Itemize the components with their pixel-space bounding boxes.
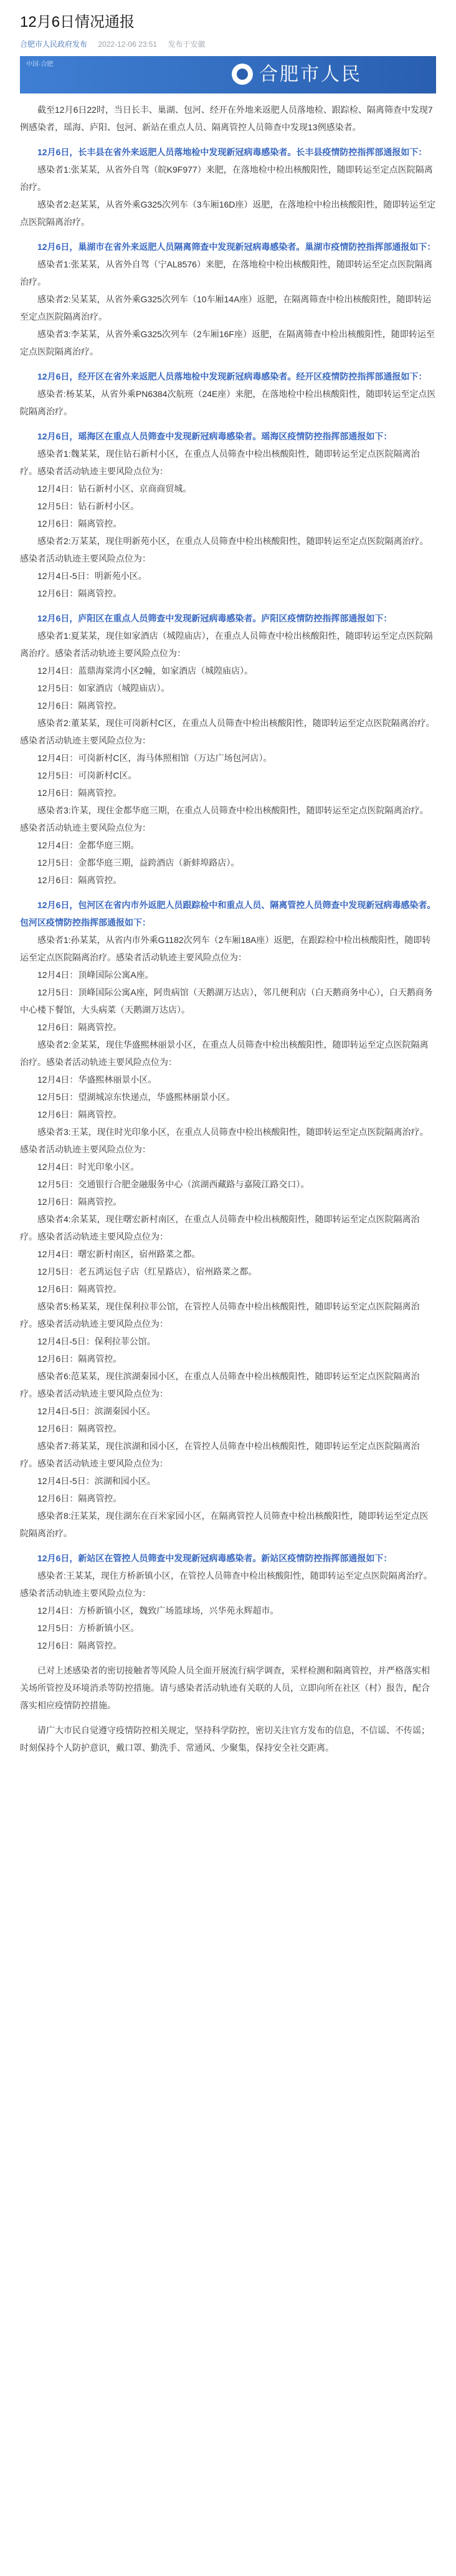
case-paragraph: 感染者2:赵某某，从省外乘G325次列车（3车厢16D座）返肥，在落地检中检出核酸阳性，随即转运至定点医院隔离治疗。 [20,199,436,227]
trajectory-line: 12月4日：钻石新村小区、京商商贸城。 [37,484,192,494]
trajectory-line: 12月5日：金都华庭三期，益跨酒店（新蚌埠路店）。 [37,858,240,868]
publish-location: 发布于安徽 [168,40,206,49]
case-paragraph: 感染者:杨某某，从省外乘PN6384次航班（24E座）来肥，在落地检中检出核酸阳性，随即转运至定点医院隔离治疗。 [20,389,436,416]
banner-title: 合肥市人民 [259,64,362,85]
trajectory-line: 12月4日：曙宏新村南区，宿州路菜之都。 [37,1249,201,1259]
spacer [20,889,436,896]
section-heading: 12月6日，庐阳区在重点人员筛查中发现新冠病毒感染者。庐阳区疫情防控指挥部通报如下： [37,613,392,623]
case-paragraph: 感染者3:李某某，从省外乘G325次列车（2车厢16F座）返肥，在隔离筛查中检出核酸阳性，随即转运至定点医院隔离治疗。 [20,329,435,357]
header-banner [20,56,436,93]
article-body [20,101,436,1756]
spacer [20,420,436,428]
spacer [20,602,436,610]
trajectory-line: 12月4日：华盛熙林丽景小区。 [37,1075,157,1085]
trajectory-line: 12月6日：隔离管控。 [37,1424,122,1434]
trajectory-line: 12月4日-5日：保利拉菲公馆。 [37,1336,156,1346]
case-paragraph: 感染者2:万某某，现住明新苑小区，在重点人员筛查中检出核酸阳性，随即转运至定点医院隔离治疗。感染者活动轨迹主要风险点位为： [20,536,429,563]
article-meta [20,39,436,50]
trajectory-line: 12月6日：隔离管控。 [37,1493,122,1503]
case-paragraph: 感染者1:张某某，从省外自驾（宁AL8576）来肥，在落地检中检出核酸阳性，随即转运至定点医院隔离治疗。 [20,259,432,287]
case-paragraph: 感染者3:许某，现住金都华庭三期，在重点人员筛查中检出核酸阳性，随即转运至定点医院隔离治疗。感染者活动轨迹主要风险点位为： [20,805,429,833]
case-paragraph: 感染者1:孙某某，从省内市外乘G1182次列车（2车厢18A座）返肥，在跟踪检中检出核酸阳性，随即转运至定点医院隔离治疗。感染者活动轨迹主要风险点位为： [20,935,431,962]
trajectory-line: 12月4日-5日：滨湖秦园小区。 [37,1406,156,1416]
spacer [20,136,436,143]
case-paragraph: 感染者3:王某，现住时光印象小区，在重点人员筛查中检出核酸阳性，随即转运至定点医院隔离治疗。感染者活动轨迹主要风险点位为： [20,1127,429,1154]
section-heading: 12月6日，长丰县在省外来返肥人员落地检中发现新冠病毒感染者。长丰县疫情防控指挥部通报如下： [37,147,427,157]
trajectory-line: 12月4日：时光印象小区。 [37,1162,140,1172]
trajectory-line: 12月5日：交通银行合肥金融服务中心（滨湖西藏路与嘉陵江路交口）。 [37,1179,310,1189]
trajectory-line: 12月6日：隔离管控。 [37,1109,122,1119]
source-link[interactable]: 合肥市人民政府发布 [20,40,88,49]
section-heading: 12月6日，巢湖市在省外来返肥人员隔离筛查中发现新冠病毒感染者。巢湖市疫情防控指挥部通报如下： [37,242,436,252]
closing-paragraph: 已对上述感染者的密切接触者等风险人员全面开展流行病学调查，采样检测和隔离管控，并严格落实相关场所管控及环境消杀等防控措施。请与感染者活动轨迹有关联的人员，立即向所在社区（村）报告，配合落实相应疫情防控措施。 [20,1665,430,1710]
trajectory-line: 12月4日：蓝鼎海棠湾小区2幢，如家酒店（城隍庙店）。 [37,666,254,676]
trajectory-line: 12月4日：金都华庭三期。 [37,840,140,850]
trajectory-line: 12月6日：隔离管控。 [37,1022,122,1032]
trajectory-line: 12月6日：隔离管控。 [37,788,122,798]
trajectory-line: 12月6日：隔离管控。 [37,588,122,598]
trajectory-line: 12月5日：可岗新村C区。 [37,770,137,780]
trajectory-line: 12月6日：隔离管控。 [37,519,122,529]
trajectory-line: 12月6日：隔离管控。 [37,875,122,885]
case-paragraph: 感染者8:汪某某，现住湖东在百米家园小区，在隔离管控人员筛查中检出核酸阳性，随即转运至定点医院隔离治疗。 [20,1511,429,1538]
case-paragraph: 感染者7:蒋某某，现住滨湖和园小区，在管控人员筛查中检出核酸阳性，随即转运至定点医院隔离治疗。感染者活动轨迹主要风险点位为： [20,1441,420,1468]
trajectory-line: 12月4日-5日：明新苑小区。 [37,571,147,581]
spacer [20,231,436,238]
trajectory-line: 12月5日：方桥新镇小区。 [37,1623,140,1633]
spacer [20,1714,436,1721]
case-paragraph: 感染者4:余某某，现住曙宏新村南区，在重点人员筛查中检出核酸阳性，随即转运至定点医院隔离治疗。感染者活动轨迹主要风险点位为： [20,1214,420,1242]
case-paragraph: 感染者1:夏某某，现住如家酒店（城隍庙店），在重点人员筛查中检出核酸阳性，随即转运至定点医院隔离治疗。感染者活动轨迹主要风险点位为： [20,631,433,658]
trajectory-line: 12月4日：顶峰国际公寓A座。 [37,970,154,980]
trajectory-line: 12月4日：方桥新镇小区，魏致广场篮球场，兴华苑永辉超市。 [37,1606,279,1616]
case-paragraph: 感染者5:杨某某，现住保利拉菲公馆，在管控人员筛查中检出核酸阳性，随即转运至定点医院隔离治疗。感染者活动轨迹主要风险点位为： [20,1301,420,1329]
trajectory-line: 12月5日：老五鸿运包子店（红星路店），宿州路菜之都。 [37,1266,257,1276]
section-heading: 12月6日，包河区在省内市外返肥人员跟踪检中和重点人员、隔离管控人员筛查中发现新冠病毒感染者。包河区疫情防控指挥部通报如下： [20,900,436,927]
section-heading: 12月6日，瑶海区在重点人员筛查中发现新冠病毒感染者。瑶海区疫情防控指挥部通报如下： [37,431,392,441]
trajectory-line: 12月5日：望湖城凉东快递点，华盛熙林丽景小区。 [37,1092,235,1102]
case-paragraph: 感染者1:魏某某，现住钻石新村小区，在重点人员筛查中检出核酸阳性，随即转运至定点医院隔离治疗。感染者活动轨迹主要风险点位为： [20,449,420,476]
case-paragraph: 感染者2:吴某某，从省外乘G325次列车（10车厢14A座）返肥，在隔离筛查中检出核酸阳性，随即转运至定点医院隔离治疗。 [20,294,432,322]
trajectory-line: 12月4日：可岗新村C区，海马体照相馆（万达广场包河店）。 [37,753,272,763]
trajectory-line: 12月4日-5日：滨湖和园小区。 [37,1476,156,1486]
intro-paragraph: 截至12月6日22时，当日长丰、巢湖、包河、经开在外地来返肥人员落地检、跟踪检、隔离筛查中发现7例感染者，瑶海、庐阳、包河、新站在重点人员、隔离管控人员筛查中发现13例感染者。 [20,105,433,132]
trajectory-line: 12月6日：隔离管控。 [37,1354,122,1364]
publish-time: 2022-12-06 23:51 [98,40,158,49]
case-paragraph: 感染者1:张某某，从省外自驾（皖K9F977）来肥，在落地检中检出核酸阳性，随即转运至定点医院隔离治疗。 [20,165,433,192]
page-title: 12月6日情况通报 [20,14,135,31]
case-paragraph: 感染者2:金某某，现住华盛熙林丽景小区，在重点人员筛查中检出核酸阳性，随即转运至定点医院隔离治疗。感染者活动轨迹主要风险点位为： [20,1040,429,1067]
city-emblem-icon [232,64,253,85]
trajectory-line: 12月5日：如家酒店（城隍庙店）。 [37,683,170,693]
spacer [20,1542,436,1549]
case-paragraph: 感染者:王某某，现住方桥新镇小区，在管控人员筛查中检出核酸阳性，随即转运至定点医院隔离治疗。感染者活动轨迹主要风险点位为： [20,1571,432,1598]
section-heading: 12月6日，经开区在省外来返肥人员落地检中发现新冠病毒感染者。经开区疫情防控指挥部通报如下： [37,371,427,381]
trajectory-line: 12月5日：钻石新村小区。 [37,501,140,511]
trajectory-line: 12月6日：隔离管控。 [37,1197,122,1207]
case-paragraph: 感染者2:董某某，现住可岗新村C区，在重点人员筛查中检出核酸阳性，随即转运至定点医院隔离治疗。感染者活动轨迹主要风险点位为： [20,718,435,745]
closing-paragraph: 请广大市民自觉遵守疫情防控相关规定，坚持科学防控，密切关注官方发布的信息，不信谣、不传谣；时刻保持个人防护意识，戴口罩、勤洗手、常通风、少聚集，保持安全社交距离。 [20,1725,430,1753]
banner-watermark: 中国·合肥 [26,61,54,68]
spacer [20,360,436,368]
section-heading: 12月6日，新站区在管控人员筛查中发现新冠病毒感染者。新站区疫情防控指挥部通报如下： [37,1553,392,1563]
trajectory-line: 12月6日：隔离管控。 [37,1284,122,1294]
case-paragraph: 感染者6:范某某，现住滨湖秦园小区，在重点人员筛查中检出核酸阳性，随即转运至定点医院隔离治疗。感染者活动轨迹主要风险点位为： [20,1371,420,1399]
spacer [20,1654,436,1662]
trajectory-line: 12月5日：顶峰国际公寓A座，阿贵病馆（天鹅湖万达店），邻几便利店（白天鹅商务中心），白天鹅商务中心楼下餐馆，大头病菜（天鹅湖万达店）。 [20,987,433,1015]
trajectory-line: 12月6日：隔离管控。 [37,1640,122,1650]
trajectory-line: 12月6日：隔离管控。 [37,701,122,711]
